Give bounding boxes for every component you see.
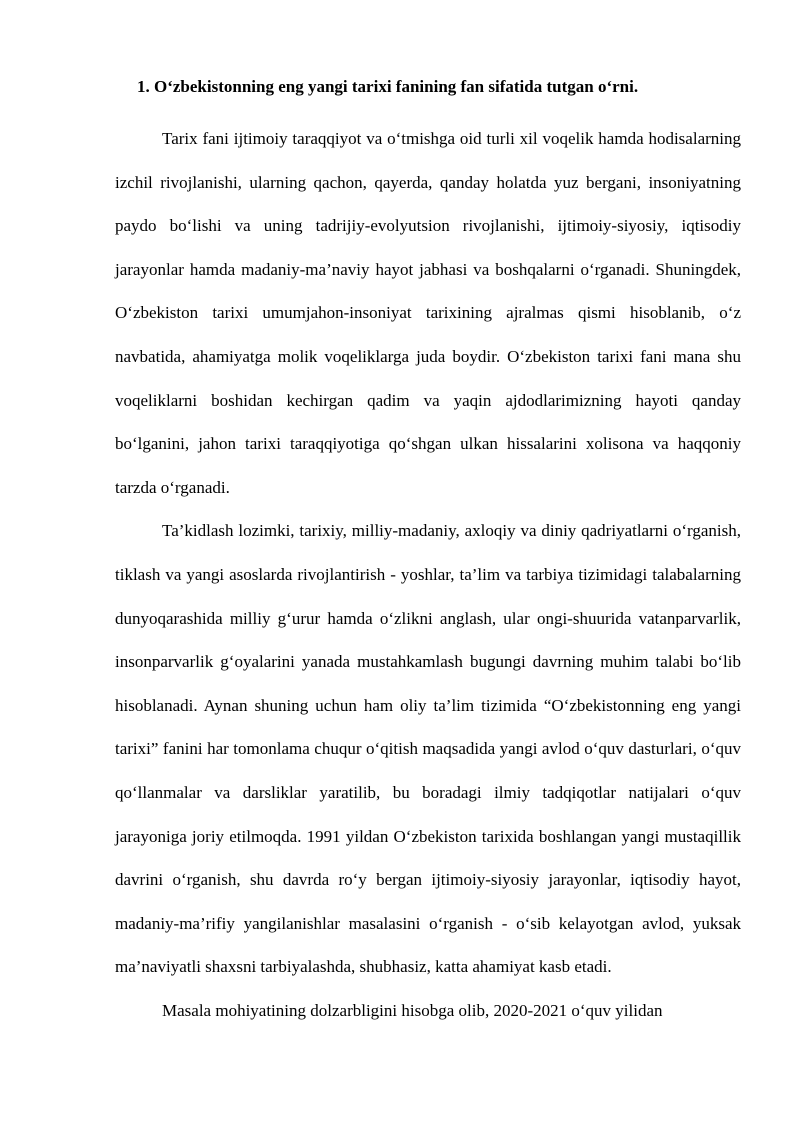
paragraph-1: Tarix fani ijtimoiy taraqqiyot va o‘tmishga oid turli xil voqelik hamda hodisalarning izchil rivojlanishi, ularning qachon, qayerda, qanday holatda yuz bergani, insoniyatning paydo bo‘lishi va uning tadrijiy-evolyutsion rivojlanishi, ijtimoiy-siyosiy, iqtisodiy jarayonlar hamda madaniy-ma’naviy hayot jabhasi va boshqalarni o‘rganadi. Shuningdek, O‘zbekiston tarixi umumjahon-insoniyat tarixining ajralmas qismi hisoblanib, o‘z navbatida, ahamiyatga molik voqeliklarga juda boydir. O‘zbekiston tarixi fani mana shu voqeliklarni boshidan kechirgan qadim va yaqin ajdodlarimizning hayoti qanday bo‘lganini, jahon tarixi taraqqiyotiga qo‘shgan ulkan hissalarini xolisona va haqqoniy tarzda o‘rganadi.	[115, 129, 741, 497]
paragraph-3: Masala mohiyatining dolzarbligini hisobga olib, 2020-2021 o‘quv yilidan	[162, 1000, 663, 1020]
section-title: O‘zbekistonning eng yangi tarixi fanining fan sifatida tutgan o‘rni.	[154, 77, 639, 96]
paragraph-2: Ta’kidlash lozimki, tarixiy, milliy-madaniy, axloqiy va diniy qadriyatlarni o‘rganish, tiklash va yangi asoslarda rivojlantirish - yoshlar, ta’lim va tarbiya tizimidagi talabalarning dunyoqarashida milliy g‘urur hamda o‘zlikni anglash, ular ongi-shuurida vatanparvarlik, insonparvarlik g‘oyalarini yanada mustahkamlash bugungi davrning muhim talabi bo‘lib hisoblanadi. Aynan shuning uchun ham oliy ta’lim tizimida “O‘zbekistonning eng yangi tarixi” fanini har tomonlama chuqur o‘qitish maqsadida yangi avlod o‘quv dasturlari, o‘quv qo‘llanmalar va darsliklar yaratilib, bu boradagi ilmiy tadqiqotlar natijalari o‘quv jarayoniga joriy etilmoqda. 1991 yildan O‘zbekiston tarixida boshlangan yangi mustaqillik davrini o‘rganish, shu davrda ro‘y bergan ijtimoiy-siyosiy jarayonlar, iqtisodiy hayot, madaniy-ma’rifiy yangilanishlar masalasini o‘rganish - o‘sib kelayotgan avlod, yuksak ma’naviyatli shaxsni tarbiyalashda, shubhasiz, katta ahamiyat kasb etadi.	[115, 521, 741, 977]
body-text	[115, 117, 741, 1032]
section-number: 1.	[137, 77, 150, 96]
section-heading	[137, 76, 638, 98]
